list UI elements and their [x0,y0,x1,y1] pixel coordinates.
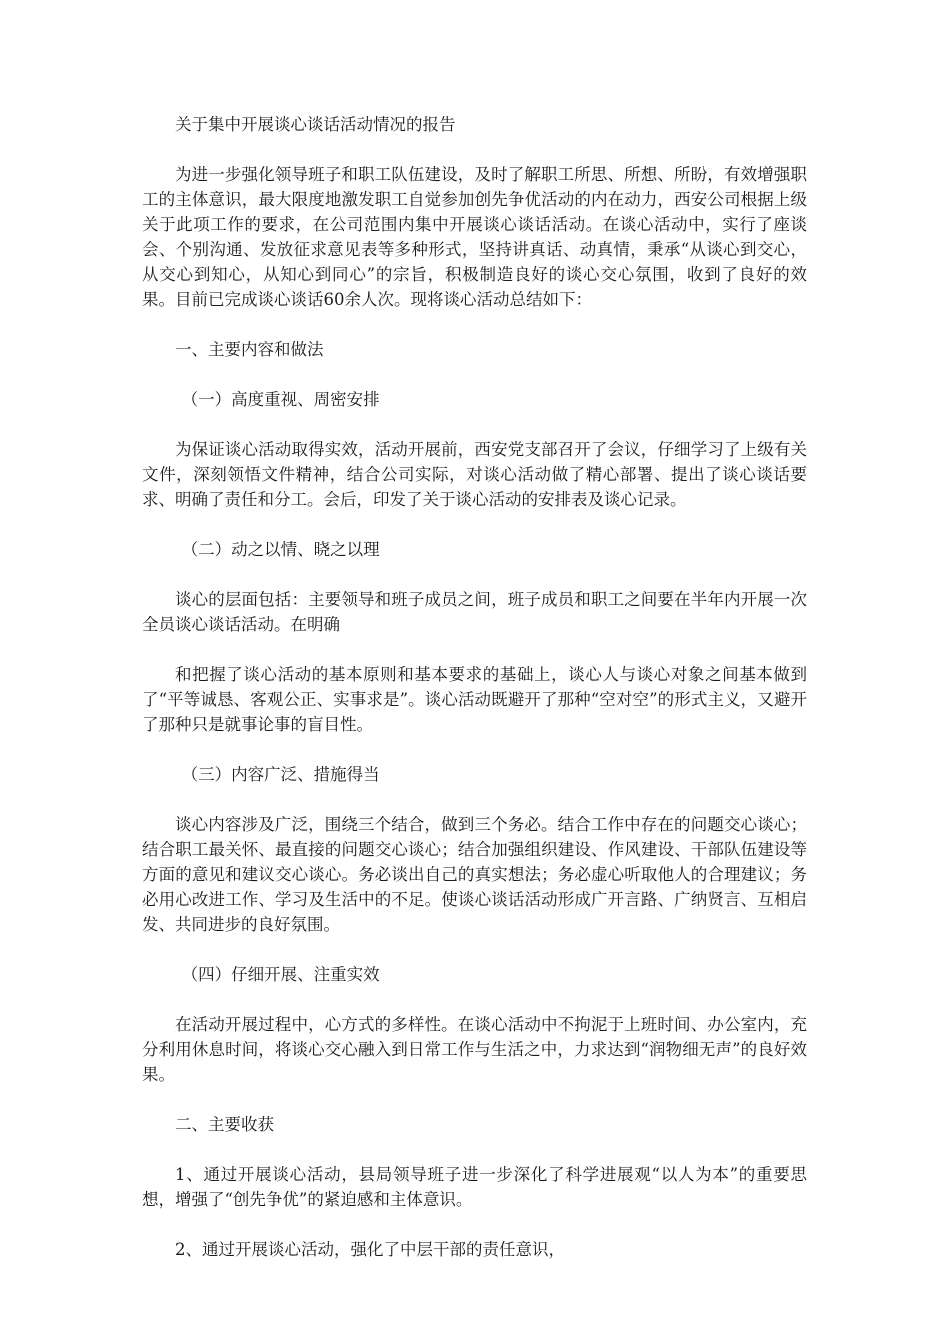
paragraph-gain-2: 2、通过开展谈心活动，强化了中层干部的责任意识， [175,1240,565,1259]
section-heading-2: 二、主要收获 [175,1115,274,1134]
paragraph-2a: 谈心的层面包括：主要领导和班子成员之间，班子成员和职工之间要在半年内开展一次全员谈心谈话活动。在明确 [142,590,807,634]
subsection-heading-3: （三）内容广泛、措施得当 [181,765,380,784]
document-title: 关于集中开展谈心谈话活动情况的报告 [175,115,456,134]
document-body [142,112,807,1262]
paragraph-4: 在活动开展过程中，心方式的多样性。在谈心活动中不拘泥于上班时间、办公室内，充分利用休息时间，将谈心交心融入到日常工作与生活之中，力求达到“润物细无声”的良好效果。 [142,1015,807,1084]
paragraph-intro: 为进一步强化领导班子和职工队伍建设，及时了解职工所思、所想、所盼，有效增强职工的主体意识，最大限度地激发职工自觉参加创先争优活动的内在动力，西安公司根据上级关于此项工作的要求，在公司范围内集中开展谈心谈话活动。在谈心活动中，实行了座谈会、个别沟通、发放征求意见表等多种形式，坚持讲真话、动真情，秉承“从谈心到交心，从交心到知心，从知心到同心”的宗旨，积极制造良好的谈心交心氛围，收到了良好的效果。目前已完成谈心谈话60余人次。现将谈心活动总结如下： [142,165,807,309]
subsection-heading-4: （四）仔细开展、注重实效 [181,965,380,984]
paragraph-1: 为保证谈心活动取得实效，活动开展前，西安党支部召开了会议，仔细学习了上级有关文件，深刻领悟文件精神，结合公司实际，对谈心活动做了精心部署、提出了谈心谈话要求、明确了责任和分工。会后，印发了关于谈心活动的安排表及谈心记录。 [142,440,807,509]
subsection-heading-2: （二）动之以情、晓之以理 [181,540,380,559]
paragraph-gain-1: 1、通过开展谈心活动，县局领导班子进一步深化了科学进展观“以人为本”的重要思想，增强了“创先争优”的紧迫感和主体意识。 [142,1165,807,1209]
subsection-heading-1: （一）高度重视、周密安排 [181,390,380,409]
paragraph-2b: 和把握了谈心活动的基本原则和基本要求的基础上，谈心人与谈心对象之间基本做到了“平等诚恳、客观公正、实事求是”。谈心活动既避开了那种“空对空”的形式主义，又避开了那种只是就事论事的盲目性。 [142,665,807,734]
paragraph-3: 谈心内容涉及广泛，围绕三个结合，做到三个务必。结合工作中存在的问题交心谈心；结合职工最关怀、最直接的问题交心谈心；结合加强组织建设、作风建设、干部队伍建设等方面的意见和建议交心谈心。务必谈出自己的真实想法；务必虚心听取他人的合理建议；务必用心改进工作、学习及生活中的不足。使谈心谈话活动形成广开言路、广纳贤言、互相启发、共同进步的良好氛围。 [142,815,807,934]
section-heading-1: 一、主要内容和做法 [175,340,324,359]
